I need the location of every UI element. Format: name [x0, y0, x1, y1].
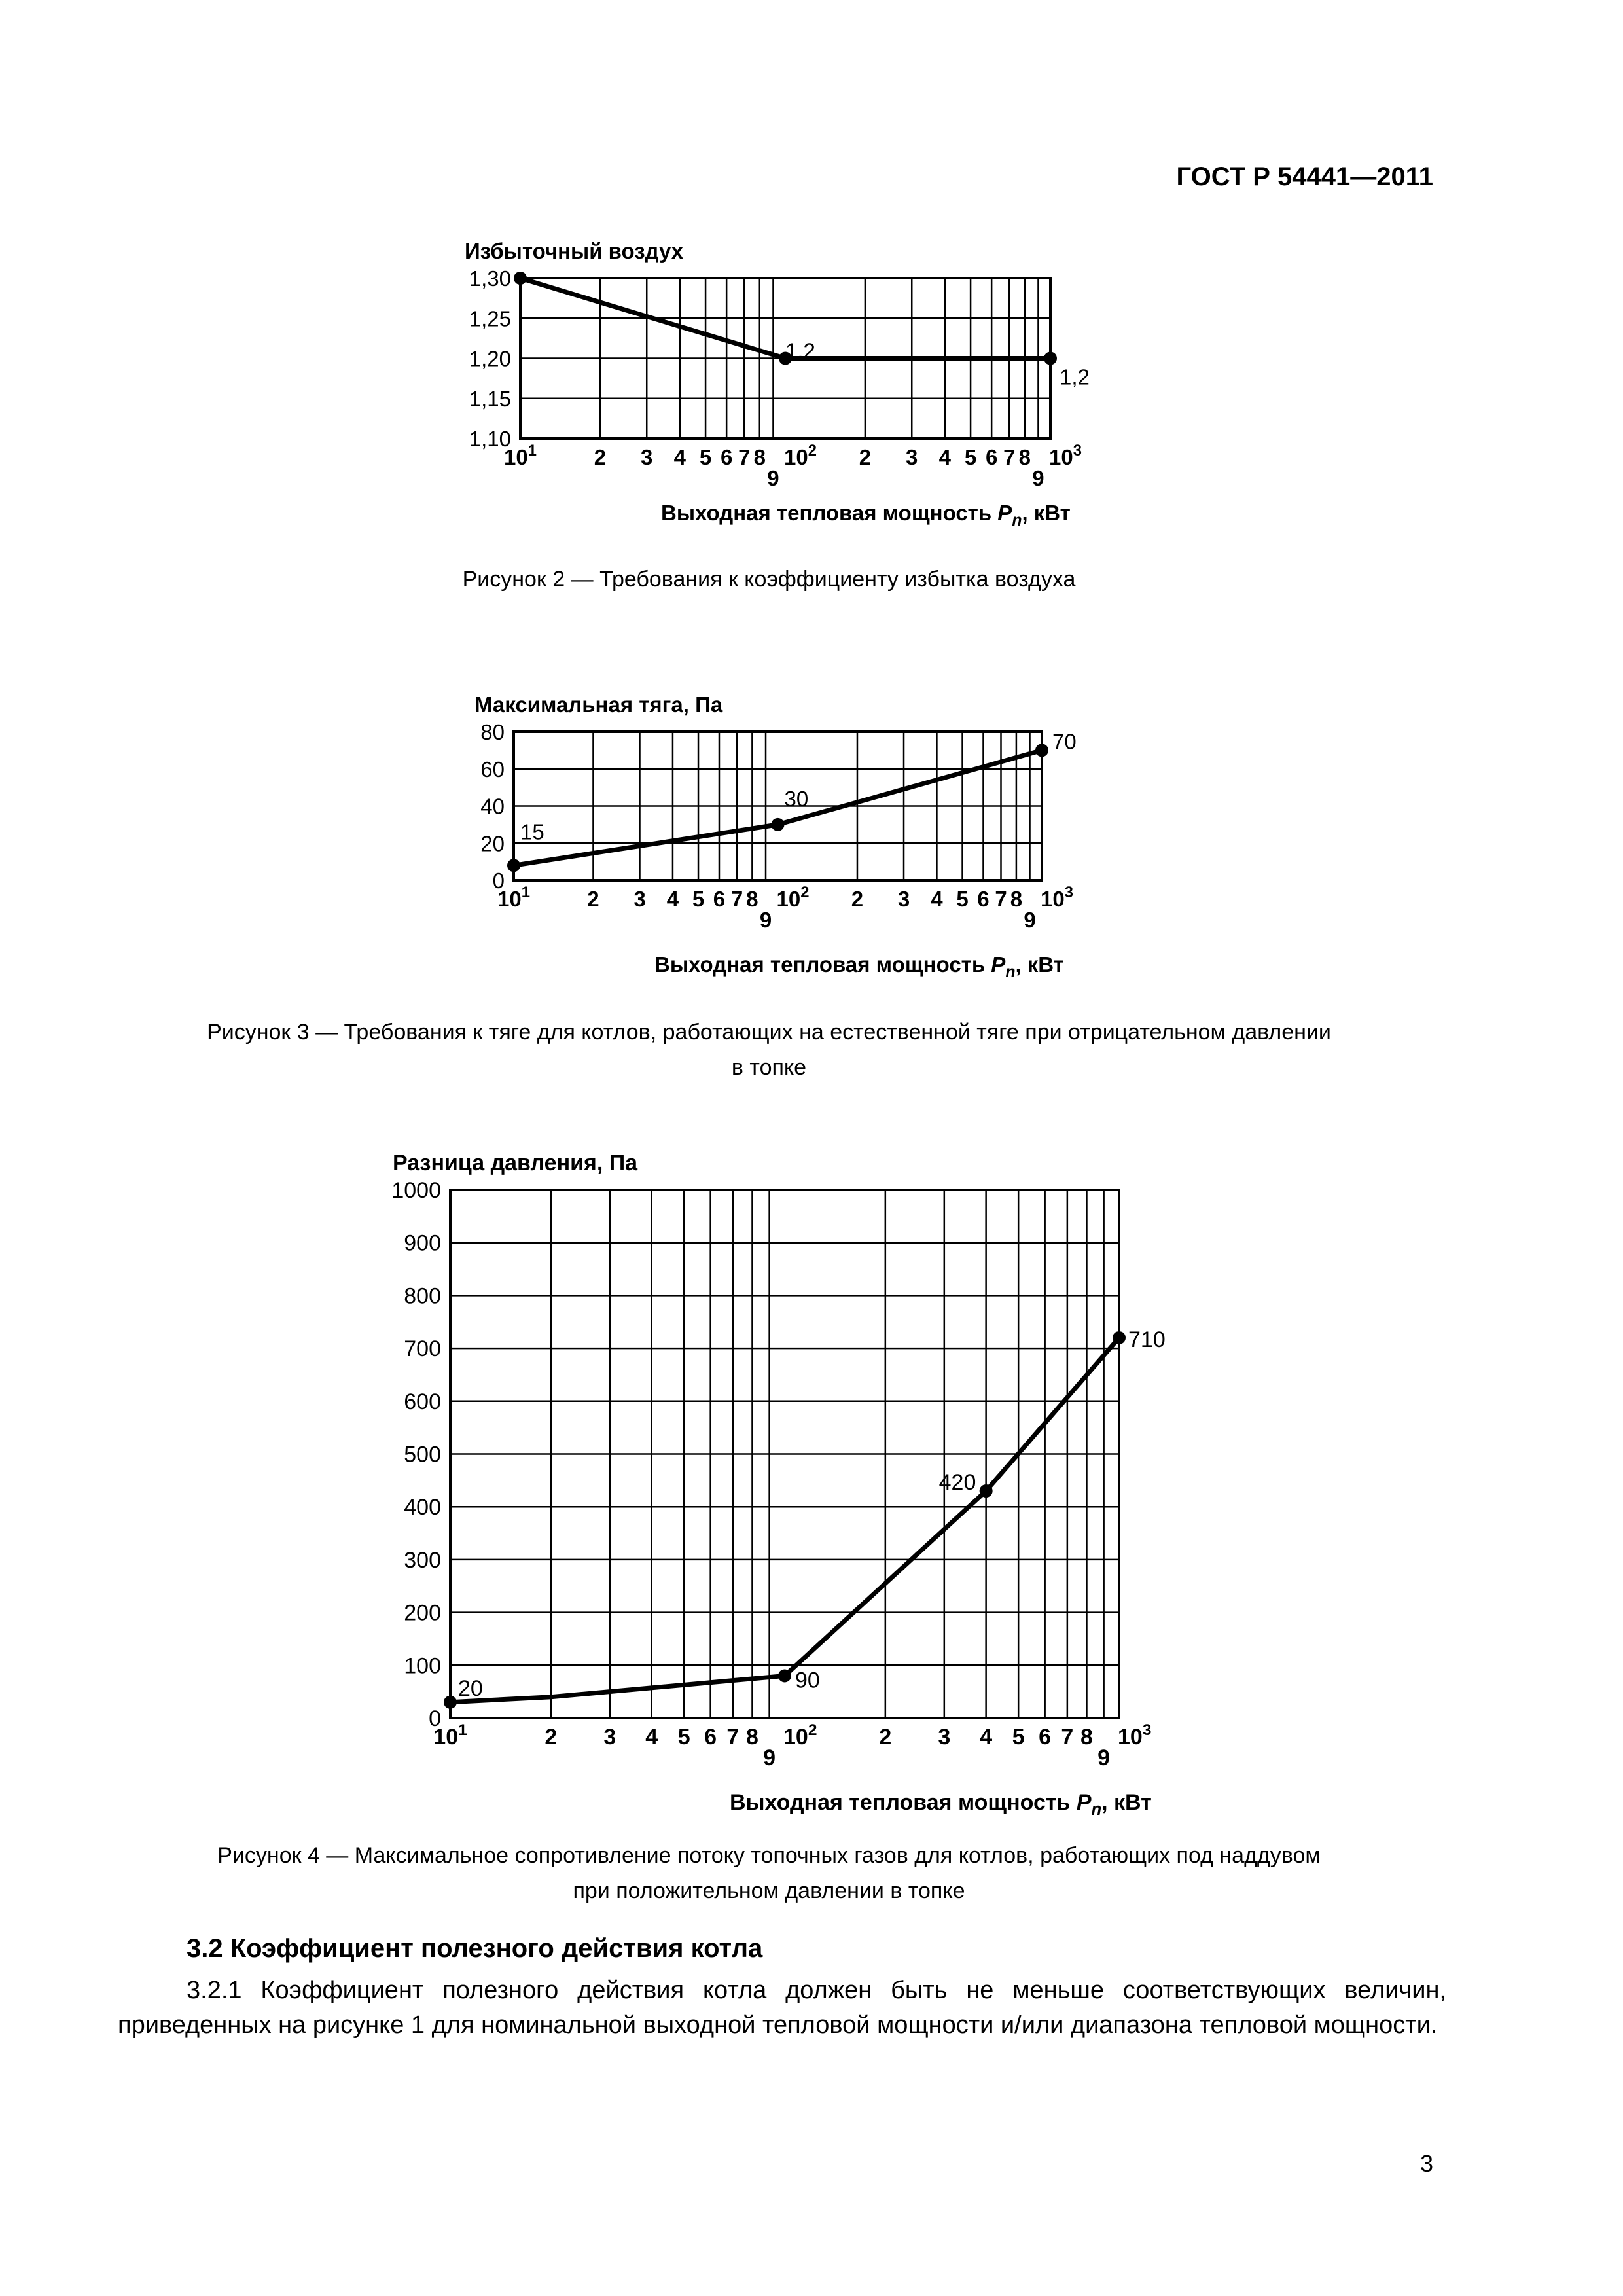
- y-tick-label: 0: [429, 1706, 441, 1731]
- x-tick-label: 4: [938, 445, 952, 469]
- y-tick-label: 0: [492, 869, 505, 893]
- y-tick-label: 40: [480, 794, 505, 819]
- y-tick-label: 1000: [391, 1178, 441, 1203]
- x-decade-label: $10^1$: [504, 442, 537, 469]
- x-tick-label: 8: [1018, 445, 1031, 469]
- x-tick-label: 5: [692, 887, 705, 911]
- body-paragraph: 3.2.1 Коэффициент полезного действия котла должен быть не меньше соответствующих величин, приведенных на рисунке 1 для номинальной выходной тепловой мощности и/или диапазона тепловой мощности.: [118, 1977, 1446, 2039]
- x-axis-label: Выходная тепловая мощность $P_n$, кВт: [654, 952, 1064, 981]
- x-tick-label: 7: [726, 1725, 740, 1749]
- caption-line: Рисунок 2 — Требования к коэффициенту избытка воздуха: [462, 567, 1076, 592]
- y-tick-label: 1,30: [469, 266, 511, 291]
- y-tick-label: 1,20: [469, 346, 511, 371]
- x-tick-label: 5: [677, 1725, 690, 1749]
- x-tick-label: 2: [544, 1725, 558, 1749]
- y-tick-label: 200: [404, 1600, 441, 1626]
- x-tick-label: 8: [1080, 1725, 1093, 1749]
- x-tick-label: 2: [851, 887, 864, 911]
- x-tick-label: 8: [1010, 887, 1023, 911]
- data-point: [1113, 1331, 1126, 1344]
- y-tick-label: 100: [404, 1653, 441, 1679]
- x-tick-label: 3: [641, 445, 653, 469]
- x-tick-label: 6: [985, 445, 998, 469]
- x-decade-label: $10^1$: [433, 1721, 467, 1749]
- x-tick-label: 8: [746, 887, 758, 911]
- x-tick-label: 8: [753, 445, 766, 469]
- y-axis-label: Максимальная тяга, Па: [474, 692, 723, 717]
- x-tick-label: 7: [738, 445, 751, 469]
- x-tick-label: 4: [673, 445, 687, 469]
- y-axis-label: Разница давления, Па: [393, 1151, 638, 1175]
- data-label: 710: [1128, 1327, 1166, 1353]
- y-tick-label: 400: [404, 1495, 441, 1520]
- x-tick-label: 9: [1024, 908, 1036, 932]
- x-tick-label: 9: [767, 466, 779, 490]
- data-label: 1,2: [1060, 365, 1090, 389]
- x-decade-label: $10^3$: [1041, 884, 1073, 911]
- y-tick-label: 600: [404, 1389, 441, 1414]
- y-tick-label: 800: [404, 1283, 441, 1309]
- data-label: 15: [520, 819, 544, 844]
- x-decade-label: $10^2$: [776, 884, 810, 911]
- x-decade-label: $10^3$: [1118, 1721, 1152, 1749]
- x-tick-label: 3: [938, 1725, 951, 1749]
- x-tick-label: 4: [980, 1725, 993, 1749]
- y-axis-label: Избыточный воздух: [465, 239, 684, 263]
- data-label: 1,2: [785, 338, 815, 363]
- x-decade-label: $10^2$: [784, 442, 817, 469]
- x-tick-label: 5: [699, 445, 712, 469]
- x-tick-label: 2: [594, 445, 607, 469]
- y-tick-label: 1,10: [469, 427, 511, 451]
- x-tick-label: 5: [964, 445, 977, 469]
- x-tick-label: 3: [633, 887, 646, 911]
- document-header: ГОСТ Р 54441—2011: [1176, 162, 1433, 191]
- figure-4-caption: [92, 1838, 1446, 1909]
- x-decade-label: $10^3$: [1049, 442, 1082, 469]
- x-tick-label: 7: [995, 887, 1007, 911]
- x-tick-label: 4: [666, 887, 679, 911]
- data-point: [980, 1484, 993, 1498]
- y-tick-label: 60: [480, 757, 505, 781]
- x-tick-label: 4: [645, 1725, 658, 1749]
- x-axis-label: Выходная тепловая мощность $P_n$, кВт: [730, 1790, 1152, 1819]
- data-label: 420: [938, 1470, 976, 1496]
- x-decade-label: $10^2$: [783, 1721, 817, 1749]
- x-tick-label: 9: [1032, 466, 1044, 490]
- x-tick-label: 9: [759, 908, 772, 932]
- x-tick-label: 6: [977, 887, 990, 911]
- x-tick-label: 5: [956, 887, 969, 911]
- x-tick-label: 9: [763, 1746, 776, 1770]
- caption-line: Рисунок 4 — Максимальное сопротивление потоку топочных газов для котлов, работающих под наддувом: [217, 1843, 1321, 1868]
- x-tick-label: 9: [1097, 1746, 1111, 1770]
- caption-line: при положительном давлении в топке: [573, 1878, 965, 1904]
- x-tick-label: 3: [906, 445, 918, 469]
- x-tick-label: 6: [713, 887, 726, 911]
- x-tick-label: 2: [879, 1725, 892, 1749]
- x-tick-label: 5: [1012, 1725, 1025, 1749]
- y-tick-label: 700: [404, 1336, 441, 1362]
- x-decade-label: $10^1$: [497, 884, 530, 911]
- x-tick-label: 2: [859, 445, 872, 469]
- x-tick-label: 3: [897, 887, 910, 911]
- data-label: 30: [784, 786, 809, 811]
- x-tick-label: 7: [1061, 1725, 1074, 1749]
- x-tick-label: 6: [704, 1725, 717, 1749]
- data-point: [444, 1696, 457, 1709]
- y-tick-label: 500: [404, 1442, 441, 1467]
- x-tick-label: 3: [603, 1725, 616, 1749]
- x-tick-label: 6: [720, 445, 733, 469]
- caption-line: в топке: [731, 1055, 807, 1081]
- x-tick-label: 6: [1039, 1725, 1052, 1749]
- x-tick-label: 4: [931, 887, 943, 911]
- y-tick-label: 1,15: [469, 386, 511, 411]
- y-tick-label: 300: [404, 1547, 441, 1573]
- x-axis-label: Выходная тепловая мощность $P_n$, кВт: [661, 501, 1071, 529]
- x-tick-label: 7: [1003, 445, 1016, 469]
- data-label: 70: [1052, 729, 1077, 754]
- x-tick-label: 7: [730, 887, 743, 911]
- page-number: 3: [1419, 2150, 1433, 2177]
- y-tick-label: 20: [480, 831, 505, 856]
- x-tick-label: 8: [746, 1725, 758, 1749]
- y-tick-label: 80: [480, 720, 505, 744]
- caption-line: Рисунок 3 — Требования к тяге для котлов, работающих на естественной тяге при отрицательном давлении: [207, 1020, 1331, 1045]
- data-label: 20: [458, 1676, 483, 1701]
- section-heading: 3.2 Коэффициент полезного действия котла: [187, 1934, 763, 1963]
- x-tick-label: 2: [587, 887, 599, 911]
- data-point: [778, 1669, 791, 1682]
- y-tick-label: 900: [404, 1230, 441, 1256]
- y-tick-label: 1,25: [469, 306, 511, 331]
- data-label: 90: [795, 1668, 820, 1693]
